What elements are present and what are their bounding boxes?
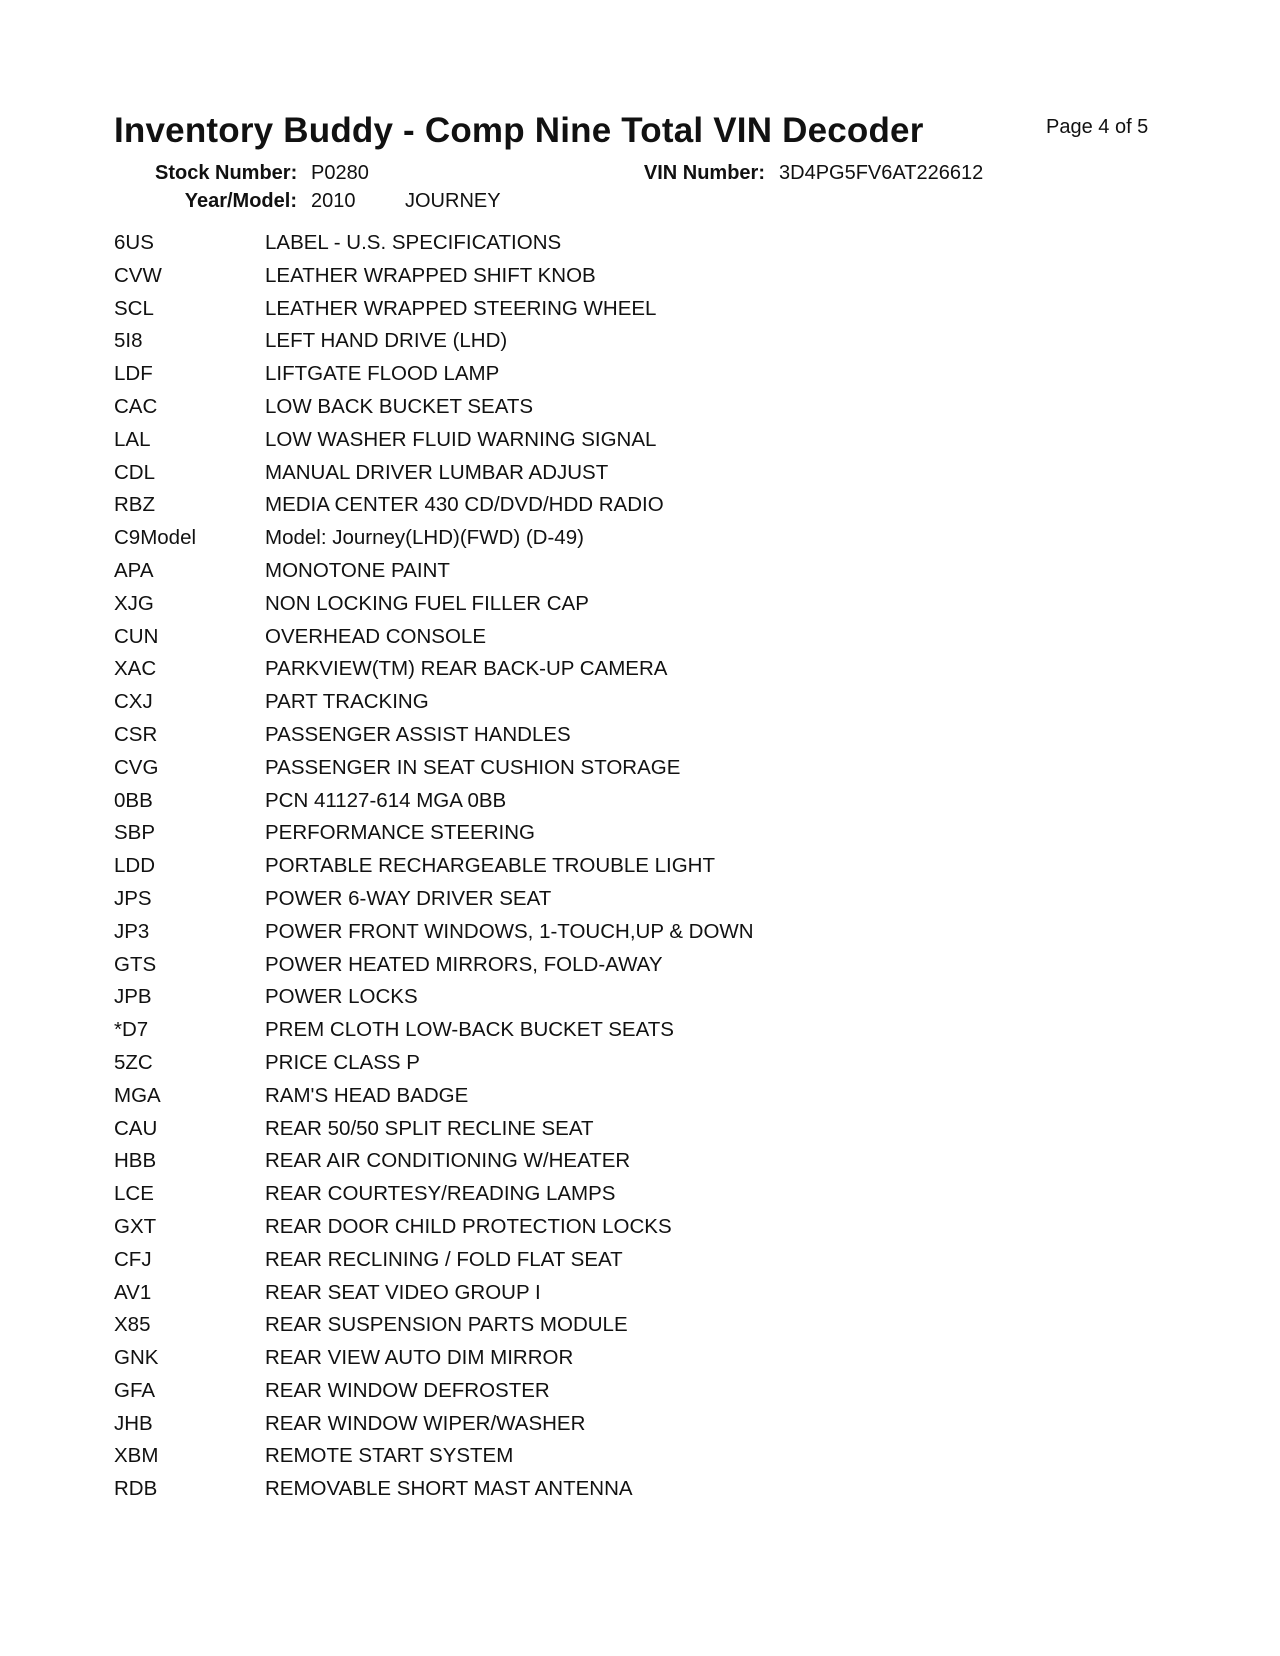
year-model-label: Year/Model: (184, 190, 297, 212)
option-description: REAR SEAT VIDEO GROUP I (265, 1280, 541, 1304)
option-description: LABEL - U.S. SPECIFICATIONS (265, 231, 562, 254)
stock-number-label: Stock Number: (155, 162, 298, 184)
option-description: MANUAL DRIVER LUMBAR ADJUST (265, 460, 609, 484)
option-description: LEFT HAND DRIVE (LHD) (265, 329, 508, 353)
option-code: JP3 (114, 919, 150, 943)
option-code: CFJ (114, 1247, 152, 1271)
option-description: Model: Journey(LHD)(FWD) (D-49) (265, 526, 584, 550)
page-indicator: Page 4 of 5 (1046, 116, 1149, 138)
option-description: REMOTE START SYSTEM (265, 1444, 514, 1468)
option-description: OVERHEAD CONSOLE (265, 624, 486, 648)
option-code: GXT (114, 1214, 157, 1238)
option-code: APA (114, 558, 154, 582)
option-code: HBB (114, 1149, 157, 1173)
option-row (114, 460, 1014, 493)
option-code: JPS (114, 886, 152, 910)
option-row (114, 788, 1014, 821)
option-row (114, 1148, 1014, 1181)
option-code: XAC (114, 657, 157, 681)
option-row (114, 394, 1014, 427)
year-value: 2010 (311, 190, 356, 212)
page-title: Inventory Buddy - Comp Nine Total VIN Decoder (114, 111, 924, 150)
option-code: GTS (114, 952, 157, 976)
option-code: JHB (114, 1411, 153, 1435)
option-code: 5ZC (114, 1050, 153, 1074)
option-description: PASSENGER IN SEAT CUSHION STORAGE (265, 755, 681, 779)
option-description: LEATHER WRAPPED SHIFT KNOB (265, 263, 596, 287)
option-row (114, 1443, 1014, 1476)
option-description: LOW BACK BUCKET SEATS (265, 394, 534, 418)
option-description: MEDIA CENTER 430 CD/DVD/HDD RADIO (265, 493, 664, 517)
option-code: MGA (114, 1083, 161, 1107)
option-description: REAR WINDOW DEFROSTER (265, 1378, 550, 1402)
option-row (114, 1411, 1014, 1444)
option-code: CXJ (114, 690, 153, 714)
option-row (114, 591, 1014, 624)
option-description: REAR VIEW AUTO DIM MIRROR (265, 1346, 574, 1370)
option-code: 0BB (114, 788, 153, 812)
option-code: RDB (114, 1477, 158, 1501)
option-code-list (114, 230, 1014, 1509)
option-description: RAM'S HEAD BADGE (265, 1083, 469, 1107)
option-row (114, 1214, 1014, 1247)
option-code: XJG (114, 591, 154, 615)
option-row (114, 886, 1014, 919)
option-description: REAR COURTESY/READING LAMPS (265, 1182, 616, 1206)
option-code: CUN (114, 624, 159, 648)
option-row (114, 361, 1014, 394)
option-description: REAR 50/50 SPLIT RECLINE SEAT (265, 1116, 594, 1140)
option-code: LDF (114, 362, 153, 386)
option-description: POWER HEATED MIRRORS, FOLD-AWAY (265, 952, 663, 976)
option-row (114, 525, 1014, 558)
option-description: MONOTONE PAINT (265, 558, 450, 582)
option-description: PRICE CLASS P (265, 1050, 420, 1074)
option-row (114, 820, 1014, 853)
option-code: CAC (114, 394, 158, 418)
option-row (114, 1312, 1014, 1345)
option-code: GNK (114, 1346, 159, 1370)
option-description: PASSENGER ASSIST HANDLES (265, 722, 571, 746)
option-row (114, 1083, 1014, 1116)
vin-number-label: VIN Number: (643, 162, 765, 184)
option-row (114, 1476, 1014, 1509)
option-description: NON LOCKING FUEL FILLER CAP (265, 591, 589, 615)
option-row (114, 1378, 1014, 1411)
option-code: 5I8 (114, 329, 143, 353)
option-row (114, 427, 1014, 460)
option-row (114, 1181, 1014, 1214)
option-row (114, 328, 1014, 361)
option-description: LEATHER WRAPPED STEERING WHEEL (265, 296, 657, 320)
option-row (114, 1280, 1014, 1313)
option-row (114, 656, 1014, 689)
option-description: LOW WASHER FLUID WARNING SIGNAL (265, 427, 657, 451)
option-description: REAR WINDOW WIPER/WASHER (265, 1411, 586, 1435)
option-description: REMOVABLE SHORT MAST ANTENNA (265, 1477, 633, 1501)
option-row (114, 558, 1014, 591)
vin-number-value: 3D4PG5FV6AT226612 (779, 162, 984, 184)
option-description: POWER 6-WAY DRIVER SEAT (265, 886, 552, 910)
option-description: REAR SUSPENSION PARTS MODULE (265, 1313, 628, 1337)
option-row (114, 1345, 1014, 1378)
option-code: XBM (114, 1444, 159, 1468)
option-description: PARKVIEW(TM) REAR BACK-UP CAMERA (265, 657, 668, 681)
option-code: SCL (114, 296, 154, 320)
option-row (114, 689, 1014, 722)
option-description: PREM CLOTH LOW-BACK BUCKET SEATS (265, 1018, 674, 1042)
option-row (114, 263, 1014, 296)
option-description: POWER FRONT WINDOWS, 1-TOUCH,UP & DOWN (265, 919, 754, 943)
option-description: PCN 41127-614 MGA 0BB (265, 788, 507, 812)
option-description: REAR AIR CONDITIONING W/HEATER (265, 1149, 631, 1173)
option-code: RBZ (114, 493, 155, 517)
option-code: LDD (114, 854, 156, 878)
stock-number-value: P0280 (311, 162, 369, 184)
option-code: CDL (114, 460, 156, 484)
option-code: CSR (114, 722, 158, 746)
option-code: GFA (114, 1378, 156, 1402)
option-code: 6US (114, 231, 154, 254)
option-row (114, 1116, 1014, 1149)
option-row (114, 853, 1014, 886)
option-code: CAU (114, 1116, 158, 1140)
option-row (114, 1017, 1014, 1050)
option-row (114, 1050, 1014, 1083)
option-code: C9Model (114, 526, 197, 550)
option-row (114, 230, 1014, 263)
option-row (114, 296, 1014, 329)
option-description: PORTABLE RECHARGEABLE TROUBLE LIGHT (265, 854, 715, 878)
option-row (114, 722, 1014, 755)
option-row (114, 492, 1014, 525)
option-description: REAR RECLINING / FOLD FLAT SEAT (265, 1247, 623, 1271)
option-row (114, 755, 1014, 788)
option-code: AV1 (114, 1280, 152, 1304)
option-code: X85 (114, 1313, 151, 1337)
option-code: SBP (114, 821, 156, 845)
option-code: JPB (114, 985, 152, 1009)
option-description: REAR DOOR CHILD PROTECTION LOCKS (265, 1214, 672, 1238)
option-description: POWER LOCKS (265, 985, 418, 1009)
option-code: CVG (114, 755, 159, 779)
option-code: LCE (114, 1182, 154, 1206)
option-code: CVW (114, 263, 162, 287)
option-description: LIFTGATE FLOOD LAMP (265, 362, 500, 386)
option-row (114, 624, 1014, 657)
option-row (114, 952, 1014, 985)
option-code: LAL (114, 427, 151, 451)
option-row (114, 984, 1014, 1017)
option-row (114, 1247, 1014, 1280)
option-row (114, 919, 1014, 952)
model-value: JOURNEY (405, 190, 501, 212)
option-code: *D7 (114, 1018, 149, 1042)
option-description: PERFORMANCE STEERING (265, 821, 535, 845)
option-description: PART TRACKING (265, 690, 429, 714)
